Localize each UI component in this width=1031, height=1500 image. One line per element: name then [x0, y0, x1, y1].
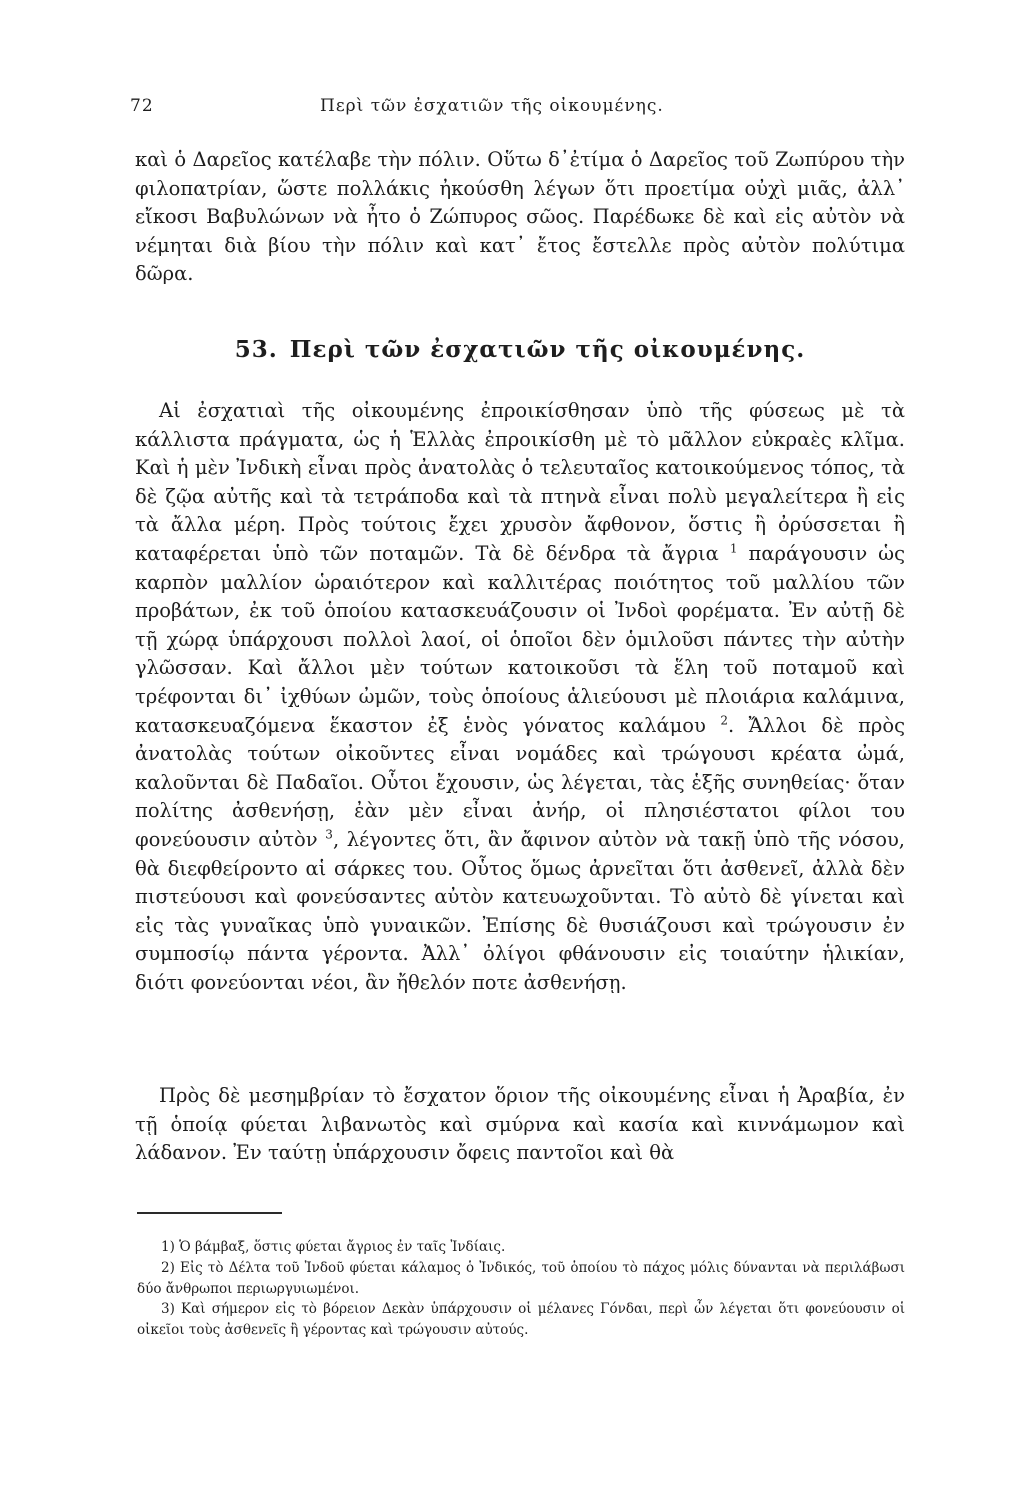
section-number: 53. — [234, 336, 278, 363]
running-title: Περὶ τῶν ἐσχατιῶν τῆς οἰκουμένης. — [320, 96, 664, 116]
paragraph-1: καὶ ὁ Δαρεῖος κατέλαβε τὴν πόλιν. Οὕτω δ᾽ἐτίμα ὁ Δαρεῖος τοῦ Ζωπύρου τὴν φιλοπατρίαν, ὥστε πολλάκις ἠκούσθη λέγων ὅτι προετίμα οὐχὶ μιᾶς, ἀλλ᾽ εἴκοσι Βαβυλώνων νὰ ἦτο ὁ Ζώπυρος σῶος. Παρέδωκε δὲ καὶ εἰς αὐτὸν νὰ νέμηται διὰ βίου τὴν πόλιν καὶ κατ᾽ ἔτος ἔστελλε πρὸς αὐτὸν πολύτιμα δῶρα. — [135, 148, 905, 286]
page-number: 72 — [130, 96, 154, 116]
footnote-divider — [137, 1212, 282, 1214]
paragraph-2 — [135, 397, 905, 997]
footnote-3: 3) Καὶ σήμερον εἰς τὸ βόρειον Δεκὰν ὑπάρχουσιν οἱ μέλανες Γόνδαι, περὶ ὧν λέγεται ὅτι φονεύουσιν οἱ οἰκεῖοι τοὺς ἀσθενεῖς ἢ γέροντας καὶ τρώγουσιν αὐτούς. — [137, 1301, 905, 1339]
footnote-2: 2) Εἰς τὸ Δέλτα τοῦ Ἰνδοῦ φύεται κάλαμος ὁ Ἰνδικός, τοῦ ὁποίου τὸ πάχος μόλις δύνανται νὰ περιλάβωσι δύο ἄνθρωποι περιωργυιωμένοι. — [137, 1259, 905, 1297]
footnotes — [137, 1237, 905, 1341]
paragraph-2-part-c: . Ἄλλοι δὲ πρὸς ἀνατολὰς τούτων οἰκοῦντες εἶναι νομάδες καὶ τρώγουσι κρέατα ὠμά, καλοῦνται δὲ Παδαῖοι. Οὗτοι ἔχουσιν, ὡς λέγεται, τὰς ἑξῆς συνηθείας· ὅταν πολίτης ἀσθενήσῃ, ἐὰν μὲν εἶναι ἀνήρ, οἱ πλησιέστατοι φίλοι του φονεύουσιν αὐτὸν — [135, 713, 906, 851]
paragraph-3: Πρὸς δὲ μεσημβρίαν τὸ ἔσχατον ὅριον τῆς οἰκουμένης εἶναι ἡ Ἀραβία, ἐν τῇ ὁποίᾳ φύεται λιβανωτὸς καὶ σμύρνα καὶ κασία καὶ κιννάμωμον καὶ λάδανον. Ἐν ταύτῃ ὑπάρχουσιν ὄφεις παντοῖοι καὶ θὰ — [135, 1084, 905, 1165]
paragraph-2-part-d: , λέγοντες ὅτι, ἂν ἄφινον αὐτὸν νὰ τακῇ ὑπὸ τῆς νόσου, θὰ διεφθείροντο αἱ σάρκες του. Οὗτος ὅμως ἀρνεῖται ὅτι ἀσθενεῖ, ἀλλὰ δὲν πιστεύουσι καὶ φονεύσαντες αὐτὸν κατευωχοῦνται. Τὸ αὐτὸ δὲ γίνεται καὶ εἰς τὰς γυναῖκας ὑπὸ γυναικῶν. Ἐπίσης δὲ θυσιάζουσι καὶ τρώγουσιν ἐν συμποσίῳ πάντα γέροντα. Ἀλλ᾽ ὀλίγοι φθάνουσιν εἰς τοιαύτην ἡλικίαν, διότι φονεύονται νέοι, ἂν ἤθελόν ποτε ἀσθενήσῃ. — [135, 827, 906, 994]
section-title: Περὶ τῶν ἐσχατιῶν τῆς οἰκουμένης. — [289, 336, 806, 363]
footnote-ref-3: 3 — [325, 827, 333, 842]
footnote-ref-2: 2 — [720, 713, 728, 728]
footnote-1: 1) Ὁ βάμβαξ, ὅστις φύεται ἄγριος ἐν ταῖς Ἰνδίαις. — [161, 1239, 506, 1255]
paragraph-2-part-b: παράγουσιν ὡς καρπὸν μαλλίον ὡραιότερον καὶ καλλιτέρας ποιότητος τοῦ μαλλίου τῶν προβάτων, ἐκ τοῦ ὁποίου κατασκευάζουσιν οἱ Ἰνδοὶ φορέματα. Ἐν αὐτῇ δὲ τῇ χώρᾳ ὑπάρχουσι πολλοὶ λαοί, οἱ ὁποῖοι δὲν ὁμιλοῦσι πάντες τὴν αὐτὴν γλῶσσαν. Καὶ ἄλλοι μὲν τούτων κατοικοῦσι τὰ ἕλη τοῦ ποταμοῦ καὶ τρέφονται δι᾽ ἰχθύων ὠμῶν, τοὺς ὁποίους ἁλιεύουσι μὲ πλοιάρια καλάμινα, κατασκευαζόμενα ἕκαστον ἐξ ἑνὸς γόνατος καλάμου — [135, 541, 905, 737]
section-heading — [135, 336, 905, 363]
paragraph-2-part-a: Αἱ ἐσχατιαὶ τῆς οἰκουμένης ἐπροικίσθησαν ὑπὸ τῆς φύσεως μὲ τὰ κάλλιστα πράγματα, ὡς ἡ Ἑλλὰς ἐπροικίσθη μὲ τὸ μᾶλλον εὐκραὲς κλῖμα. Καὶ ἡ μὲν Ἰνδικὴ εἶναι πρὸς ἀνατολὰς ὁ τελευταῖος κατοικούμενος τόπος, τὰ δὲ ζῷα αὐτῆς καὶ τὰ τετράποδα καὶ τὰ πτηνὰ εἶναι πολὺ μεγαλείτερα ἢ εἰς τὰ ἄλλα μέρη. Πρὸς τούτοις ἔχει χρυσὸν ἄφθονον, ὅστις ἢ ὀρύσσεται ἢ καταφέρεται ὑπὸ τῶν ποταμῶν. Τὰ δὲ δένδρα τὰ ἄγρια — [135, 399, 905, 565]
footnote-ref-1: 1 — [729, 541, 738, 556]
